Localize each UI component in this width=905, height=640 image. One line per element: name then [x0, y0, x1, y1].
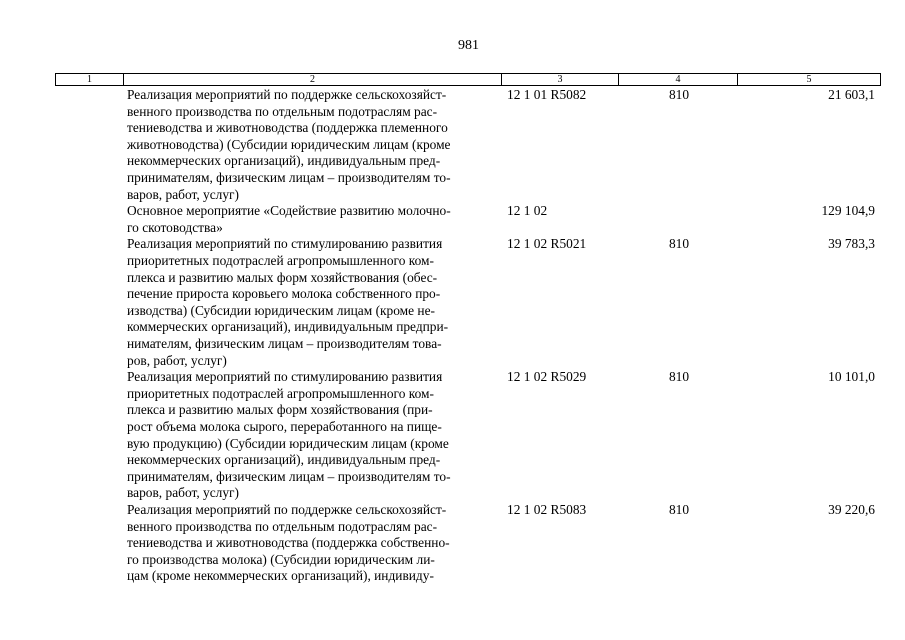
description-line: животноводства) (Субсидии юридическим лицам (кроме: [127, 136, 451, 152]
description-line: Реализация мероприятий по поддержке сельскохозяйст-: [127, 501, 447, 517]
row-expense-type: 810: [668, 87, 690, 102]
description-line: приоритетных подотраслей агропромышленного ком-: [127, 252, 434, 268]
description-line: венного производства по отдельным подотраслям рас-: [127, 103, 438, 119]
table-body: [0, 87, 905, 585]
row-amount: 39 783,3: [828, 236, 875, 252]
table-row: [0, 502, 905, 585]
description-line: тениеводства и животноводства (поддержка собственно-: [127, 535, 450, 551]
description-line: го производства молока) (Субсидии юридическим ли-: [127, 551, 435, 567]
description-line: коммерческих организаций), индивидуальным предпри-: [127, 319, 449, 335]
description-line: цам (кроме некоммерческих организаций), индивиду-: [127, 568, 434, 584]
description-line: Основное мероприятие «Содействие развитию молочно-: [127, 203, 451, 219]
column-header-row: [56, 74, 881, 86]
row-code: 12 1 02 R5021: [507, 236, 587, 252]
row-description: [127, 87, 492, 203]
description-line: приоритетных подотраслей агропромышленного ком-: [127, 385, 434, 401]
description-line: варов, работ, услуг): [127, 186, 239, 202]
row-code: 12 1 02: [507, 203, 548, 219]
description-line: варов, работ, услуг): [127, 485, 239, 501]
row-description: [127, 502, 492, 585]
description-line: принимателям, физическим лицам – производителям то-: [127, 169, 451, 185]
description-line: тениеводства и животноводства (поддержка племенного: [127, 120, 448, 136]
row-code: 12 1 02 R5029: [507, 369, 587, 385]
page-number: 981: [458, 38, 479, 53]
row-amount: 21 603,1: [828, 87, 875, 102]
row-description: [127, 236, 492, 369]
description-line: Реализация мероприятий по стимулированию развития: [127, 369, 443, 385]
column-header-4: 4: [619, 74, 738, 86]
table-row: [0, 369, 905, 502]
row-expense-type: 810: [668, 236, 690, 252]
description-line: венного производства по отдельным подотраслям рас-: [127, 518, 438, 534]
description-line: нимателям, физическим лицам – производителям това-: [127, 335, 442, 351]
row-expense-type: 810: [668, 369, 690, 385]
row-description: [127, 203, 492, 236]
description-line: некоммерческих организаций), индивидуальным пред-: [127, 452, 441, 468]
description-line: некоммерческих организаций), индивидуальным пред-: [127, 153, 441, 169]
row-code: 12 1 02 R5083: [507, 501, 587, 517]
row-amount: 10 101,0: [828, 369, 875, 385]
description-line: ров, работ, услуг): [127, 352, 227, 368]
column-header-5: 5: [738, 74, 881, 86]
row-code: 12 1 01 R5082: [507, 87, 587, 102]
table-row: [0, 87, 905, 203]
column-header-3: 3: [502, 74, 619, 86]
description-line: принимателям, физическим лицам – производителям то-: [127, 468, 451, 484]
column-header-1: 1: [56, 74, 124, 86]
description-line: печение прироста коровьего молока собственного про-: [127, 286, 441, 302]
description-line: вую продукцию) (Субсидии юридическим лицам (кроме: [127, 435, 449, 451]
row-expense-type: 810: [668, 501, 690, 517]
description-line: Реализация мероприятий по поддержке сельскохозяйст-: [127, 87, 447, 102]
row-amount: 39 220,6: [828, 501, 875, 517]
description-line: рост объема молока сырого, переработанного на пище-: [127, 418, 442, 434]
table-row: [0, 236, 905, 369]
table-row: [0, 203, 905, 236]
row-amount: 129 104,9: [821, 203, 875, 219]
column-header-2: 2: [124, 74, 502, 86]
description-line: плекса и развитию малых форм хозяйствования (при-: [127, 402, 433, 418]
description-line: Реализация мероприятий по стимулированию развития: [127, 236, 443, 252]
description-line: изводства) (Субсидии юридическим лицам (кроме не-: [127, 302, 435, 318]
description-line: го скотоводства»: [127, 219, 223, 235]
row-description: [127, 369, 492, 502]
column-header-table: [55, 73, 881, 86]
description-line: плекса и развитию малых форм хозяйствования (обес-: [127, 269, 438, 285]
